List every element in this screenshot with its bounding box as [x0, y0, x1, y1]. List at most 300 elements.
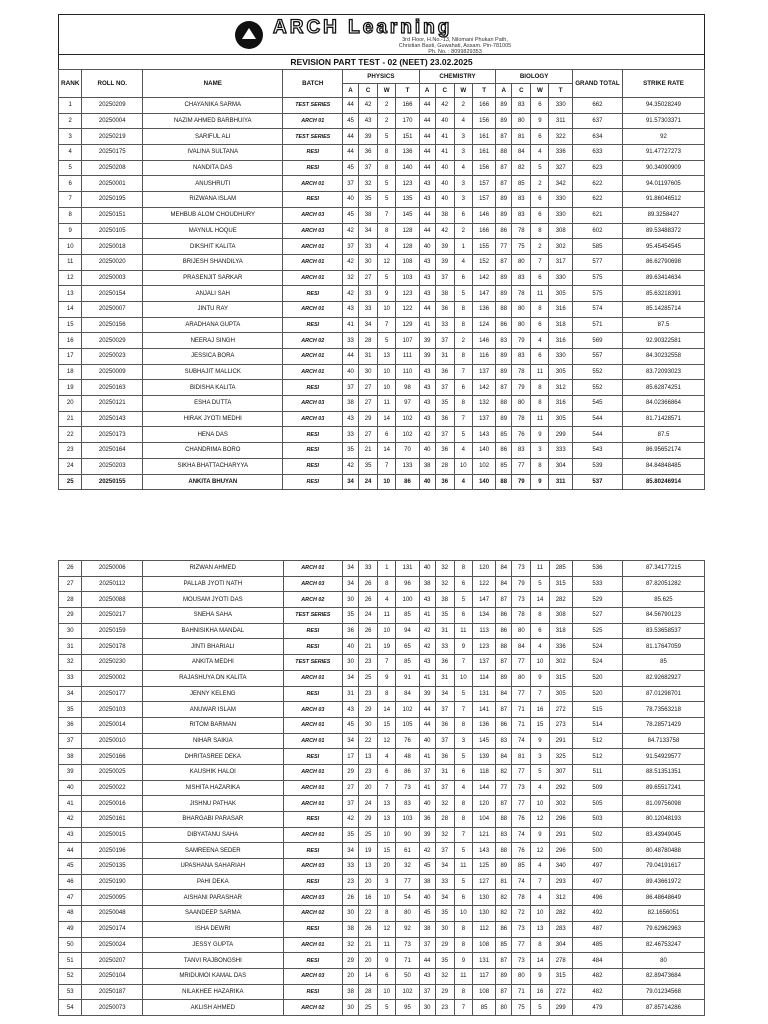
table-cell: 27	[359, 427, 378, 443]
table-cell: RESI	[283, 317, 343, 333]
table-cell: 41	[343, 317, 359, 333]
table-row	[59, 561, 705, 577]
table-cell: 4	[59, 145, 82, 161]
table-cell: 509	[572, 780, 622, 796]
table-cell: 10	[454, 458, 472, 474]
table-cell: 9	[531, 827, 549, 843]
table-cell: 37	[59, 733, 82, 749]
table-cell: ARCH 01	[283, 113, 343, 129]
table-cell: 5	[454, 749, 472, 765]
table-cell: ARCH 03	[283, 411, 343, 427]
table-cell: 27	[359, 380, 378, 396]
table-row	[59, 474, 705, 490]
table-cell: 86.48648649	[622, 890, 704, 906]
table-row	[59, 364, 705, 380]
table-cell: 131	[396, 561, 419, 577]
table-cell: 13	[531, 921, 549, 937]
table-cell: 20250175	[82, 145, 143, 161]
table-row	[59, 717, 705, 733]
table-cell: 92.90322581	[622, 333, 704, 349]
table-cell: 20250095	[82, 890, 143, 906]
table-cell: 1	[378, 561, 396, 577]
table-row	[59, 639, 705, 655]
table-cell: 524	[572, 655, 622, 671]
table-cell: 485	[572, 937, 622, 953]
table-cell: 41	[419, 317, 435, 333]
table-cell: 88	[496, 639, 512, 655]
table-cell: 5	[454, 874, 472, 890]
table-cell: RESI	[283, 623, 343, 639]
table-cell: 20	[359, 953, 378, 969]
table-cell: 8	[454, 937, 472, 953]
table-cell: 293	[549, 874, 572, 890]
table-cell: 571	[572, 317, 622, 333]
table-cell: MRIDUMOI KAMAL DAS	[143, 968, 283, 984]
table-cell: ARADHANA GUPTA	[143, 317, 283, 333]
table-cell: 77	[496, 239, 512, 255]
table-cell: 89.43661972	[622, 874, 704, 890]
table-cell: 40	[435, 160, 454, 176]
table-cell: 8	[454, 921, 472, 937]
table-cell: 10	[378, 380, 396, 396]
table-cell: 73	[512, 780, 531, 796]
table-cell: 44	[419, 145, 435, 161]
table-cell: 30	[59, 623, 82, 639]
table-cell: 141	[472, 702, 495, 718]
table-cell: 140	[472, 474, 495, 490]
table-cell: 87.34177215	[622, 561, 704, 577]
table-cell: 77	[496, 780, 512, 796]
sub-col-w: W	[378, 84, 396, 98]
table-cell: 20	[59, 396, 82, 412]
table-cell: ARCH 03	[283, 223, 343, 239]
table-cell: 11	[454, 968, 472, 984]
table-cell: 51	[59, 953, 82, 969]
table-cell: 91.86046512	[622, 192, 704, 208]
table-cell: 83	[512, 443, 531, 459]
table-cell: 318	[549, 317, 572, 333]
table-cell: 15	[378, 717, 396, 733]
table-cell: 525	[572, 623, 622, 639]
table-cell: 81.09756098	[622, 796, 704, 812]
table-cell: DIKSHIT KALITA	[143, 239, 283, 255]
table-cell: 43	[59, 827, 82, 843]
table-cell: 37	[435, 780, 454, 796]
table-cell: 3	[454, 129, 472, 145]
table-cell: JESSICA BORA	[143, 349, 283, 365]
table-cell: 20250105	[82, 223, 143, 239]
table-cell: 5	[378, 176, 396, 192]
table-cell: 6	[454, 380, 472, 396]
table-cell: 94.35028249	[622, 98, 704, 114]
table-cell: 85.14285714	[622, 301, 704, 317]
table-cell: 85	[472, 1000, 495, 1016]
table-cell: 102	[396, 411, 419, 427]
table-row	[59, 733, 705, 749]
table-cell: 42	[343, 254, 359, 270]
table-cell: 36	[359, 145, 378, 161]
table-cell: 311	[549, 113, 572, 129]
sub-col-c: C	[512, 84, 531, 98]
table-cell: 5	[378, 1000, 396, 1016]
table-cell: ARCH 03	[283, 968, 343, 984]
table-cell: ARCH 03	[283, 859, 343, 875]
table-cell: 602	[572, 223, 622, 239]
table-cell: 14	[378, 443, 396, 459]
table-cell: 34	[435, 890, 454, 906]
table-cell: 89	[496, 113, 512, 129]
table-cell: 4	[454, 160, 472, 176]
table-cell: 77	[396, 874, 419, 890]
table-cell: 54	[396, 890, 419, 906]
table-cell: 143	[472, 427, 495, 443]
table-cell: 72	[512, 906, 531, 922]
brand-name: ARCH Learning	[273, 17, 453, 38]
table-cell: 86	[496, 608, 512, 624]
table-cell: ARCH 01	[283, 364, 343, 380]
table-cell: 16	[359, 890, 378, 906]
table-cell: 34	[359, 317, 378, 333]
table-cell: 40	[419, 239, 435, 255]
table-cell: 4	[531, 890, 549, 906]
table-cell: 84.56790123	[622, 608, 704, 624]
table-cell: 82.92682927	[622, 670, 704, 686]
table-cell: 12	[531, 843, 549, 859]
table-cell: 20250002	[82, 670, 143, 686]
table-cell: 21	[359, 937, 378, 953]
table-cell: 3	[378, 874, 396, 890]
table-cell: 28	[59, 592, 82, 608]
table-cell: DHRITASREE DEKA	[143, 749, 283, 765]
table-cell: 479	[572, 1000, 622, 1016]
table-cell: 327	[549, 160, 572, 176]
table-body-top	[59, 98, 705, 490]
table-cell: 34	[359, 223, 378, 239]
table-cell: 14	[378, 702, 396, 718]
table-cell: IVALINA SULTANA	[143, 145, 283, 161]
table-cell: 5	[378, 192, 396, 208]
table-cell: 87.01298701	[622, 686, 704, 702]
table-cell: 36	[435, 301, 454, 317]
table-row	[59, 890, 705, 906]
table-cell: 552	[572, 364, 622, 380]
table-cell: 87	[496, 254, 512, 270]
table-cell: 41	[435, 145, 454, 161]
table-cell: 33	[359, 286, 378, 302]
table-cell: 41	[419, 670, 435, 686]
table-cell: 5	[454, 843, 472, 859]
table-cell: 6	[454, 207, 472, 223]
table-cell: 166	[396, 98, 419, 114]
table-cell: 78	[512, 286, 531, 302]
table-cell: 5	[531, 160, 549, 176]
table-cell: 20250159	[82, 623, 143, 639]
table-cell: 33	[59, 670, 82, 686]
table-cell: 38	[419, 576, 435, 592]
table-cell: 11	[378, 608, 396, 624]
table-cell: 31	[435, 623, 454, 639]
table-cell: 45	[343, 113, 359, 129]
table-cell: 29	[359, 411, 378, 427]
table-cell: 87	[496, 984, 512, 1000]
table-cell: 20250073	[82, 1000, 143, 1016]
table-cell: 9	[531, 113, 549, 129]
results-table-top	[58, 69, 705, 490]
col-grand-total: GRAND TOTAL	[572, 70, 622, 98]
table-cell: 91.47727273	[622, 145, 704, 161]
table-cell: 39	[419, 349, 435, 365]
table-cell: 44	[419, 207, 435, 223]
table-cell: 20250163	[82, 380, 143, 396]
table-cell: 25	[59, 474, 82, 490]
table-cell: 43	[343, 301, 359, 317]
table-cell: 108	[396, 254, 419, 270]
table-cell: 4	[378, 239, 396, 255]
table-cell: 31	[343, 686, 359, 702]
table-cell: 30	[343, 592, 359, 608]
table-cell: 24	[359, 608, 378, 624]
table-cell: 116	[472, 349, 495, 365]
col-rank: RANK	[59, 70, 82, 98]
table-cell: 89	[496, 98, 512, 114]
table-cell: 19	[359, 843, 378, 859]
table-cell: 282	[549, 592, 572, 608]
table-cell: 278	[549, 953, 572, 969]
table-cell: RAJASHUYA DN KALITA	[143, 670, 283, 686]
table-cell: 145	[472, 733, 495, 749]
table-cell: ARCH 01	[283, 301, 343, 317]
table-cell: NIHAR SAIKIA	[143, 733, 283, 749]
table-cell: 20250155	[82, 474, 143, 490]
table-cell: 4	[531, 859, 549, 875]
address-line: Christian Basti, Guwahati, Assam. Pin-781005	[398, 43, 512, 49]
table-cell: SAMREENA SEDER	[143, 843, 283, 859]
table-cell: ARCH 01	[283, 349, 343, 365]
table-cell: 136	[472, 717, 495, 733]
table-cell: 316	[549, 396, 572, 412]
table-cell: 39	[59, 764, 82, 780]
table-cell: 20250156	[82, 317, 143, 333]
table-cell: SUBHAJIT MALLICK	[143, 364, 283, 380]
table-cell: 85	[496, 937, 512, 953]
table-cell: 44	[419, 223, 435, 239]
table-cell: ANKITA BHUYAN	[143, 474, 283, 490]
table-cell: 7	[454, 1000, 472, 1016]
table-cell: 20250003	[82, 270, 143, 286]
table-cell: RESI	[283, 812, 343, 828]
table-cell: 26	[59, 561, 82, 577]
table-cell: 83	[512, 207, 531, 223]
table-cell: 87	[496, 592, 512, 608]
table-cell: 10	[378, 301, 396, 317]
table-row	[59, 349, 705, 365]
table-cell: 43	[419, 592, 435, 608]
table-cell: 82	[496, 890, 512, 906]
table-cell: 44	[419, 953, 435, 969]
table-cell: 4	[454, 443, 472, 459]
table-cell: 312	[549, 890, 572, 906]
table-cell: 43	[419, 192, 435, 208]
table-cell: 299	[549, 427, 572, 443]
table-cell: 2	[378, 98, 396, 114]
table-cell: ARCH 03	[283, 702, 343, 718]
table-cell: 336	[549, 145, 572, 161]
table-cell: ARCH 03	[283, 576, 343, 592]
table-cell: 29	[359, 702, 378, 718]
table-cell: 5	[378, 270, 396, 286]
table-cell: 8	[454, 812, 472, 828]
table-cell: 71	[512, 717, 531, 733]
table-cell: 73	[512, 561, 531, 577]
table-cell: 32	[396, 859, 419, 875]
table-cell: 8	[378, 906, 396, 922]
table-row	[59, 396, 705, 412]
table-cell: 500	[572, 843, 622, 859]
table-cell: 85	[512, 176, 531, 192]
table-cell: 557	[572, 349, 622, 365]
sub-col-w: W	[454, 84, 472, 98]
table-cell: 8	[531, 301, 549, 317]
table-cell: 31	[359, 349, 378, 365]
table-cell: 15	[531, 717, 549, 733]
table-cell: 83.43949045	[622, 827, 704, 843]
table-cell: 35	[343, 443, 359, 459]
table-cell: 20250121	[82, 396, 143, 412]
table-cell: 322	[549, 129, 572, 145]
table-cell: 20250103	[82, 702, 143, 718]
table-cell: 12	[531, 812, 549, 828]
table-cell: 35	[435, 608, 454, 624]
table-cell: 92	[396, 921, 419, 937]
table-cell: 8	[531, 223, 549, 239]
table-cell: 80.48780488	[622, 843, 704, 859]
table-cell: 20250020	[82, 254, 143, 270]
table-cell: 634	[572, 129, 622, 145]
table-cell: 520	[572, 670, 622, 686]
table-cell: 10	[378, 890, 396, 906]
table-cell: RESI	[283, 286, 343, 302]
table-cell: 44	[343, 129, 359, 145]
table-cell: 89.63414634	[622, 270, 704, 286]
table-cell: 42	[419, 639, 435, 655]
table-row	[59, 223, 705, 239]
table-cell: 161	[472, 129, 495, 145]
table-cell: 87	[496, 796, 512, 812]
table-cell: 78	[512, 364, 531, 380]
table-cell: 13	[378, 349, 396, 365]
table-cell: 50	[396, 968, 419, 984]
table-cell: 43	[419, 968, 435, 984]
table-cell: JENNY KELENG	[143, 686, 283, 702]
table-cell: 73	[512, 921, 531, 937]
table-cell: 20250025	[82, 764, 143, 780]
table-cell: 20250001	[82, 176, 143, 192]
table-cell: BHARGABI PARASAR	[143, 812, 283, 828]
table-cell: 8	[454, 984, 472, 1000]
table-cell: 272	[549, 702, 572, 718]
table-cell: 43	[419, 364, 435, 380]
table-cell: 77	[512, 655, 531, 671]
table-row	[59, 906, 705, 922]
table-cell: 84.02366864	[622, 396, 704, 412]
table-cell: 8	[531, 458, 549, 474]
table-cell: 10	[378, 474, 396, 490]
table-cell: 20250196	[82, 843, 143, 859]
table-cell: 20250135	[82, 859, 143, 875]
sub-col-a: A	[496, 84, 512, 98]
table-cell: 79	[512, 576, 531, 592]
table-cell: 76	[512, 843, 531, 859]
table-cell: 33	[343, 427, 359, 443]
table-cell: 11	[454, 623, 472, 639]
table-cell: UPASHANA SAHARIAH	[143, 859, 283, 875]
table-cell: 533	[572, 576, 622, 592]
table-cell: 71	[396, 953, 419, 969]
table-cell: 6	[454, 608, 472, 624]
table-cell: 511	[572, 764, 622, 780]
table-cell: 84	[496, 686, 512, 702]
table-cell: PAHI DEKA	[143, 874, 283, 890]
table-cell: 65	[396, 639, 419, 655]
table-cell: 84.30232558	[622, 349, 704, 365]
table-cell: 38	[343, 984, 359, 1000]
table-cell: 39	[359, 129, 378, 145]
table-cell: 529	[572, 592, 622, 608]
table-cell: 77	[512, 764, 531, 780]
table-cell: 137	[472, 655, 495, 671]
table-cell: 23	[359, 655, 378, 671]
table-cell: 108	[472, 984, 495, 1000]
table-cell: 497	[572, 874, 622, 890]
table-cell: 144	[472, 780, 495, 796]
table-cell: 10	[378, 623, 396, 639]
table-cell: 487	[572, 921, 622, 937]
table-cell: 48	[396, 749, 419, 765]
table-cell: ARCH 02	[283, 592, 343, 608]
logo-arrow-icon	[242, 28, 256, 39]
table-cell: 83	[512, 349, 531, 365]
table-cell: 90.34090909	[622, 160, 704, 176]
table-cell: 40	[343, 192, 359, 208]
table-cell: 20250166	[82, 749, 143, 765]
table-cell: 20250190	[82, 874, 143, 890]
table-cell: 21	[359, 443, 378, 459]
table-cell: 336	[549, 639, 572, 655]
table-cell: 45	[59, 859, 82, 875]
table-cell: 89.65517241	[622, 780, 704, 796]
table-row	[59, 380, 705, 396]
table-cell: 85	[622, 655, 704, 671]
table-cell: 1	[59, 98, 82, 114]
table-cell: NEERAJ SINGH	[143, 333, 283, 349]
table-cell: 29	[359, 812, 378, 828]
table-cell: 70	[396, 443, 419, 459]
table-cell: 492	[572, 906, 622, 922]
table-cell: 36	[435, 717, 454, 733]
table-cell: 31	[435, 764, 454, 780]
table-cell: 524	[572, 639, 622, 655]
table-cell: 38	[343, 396, 359, 412]
table-cell: 74	[512, 874, 531, 890]
table-cell: 41	[419, 608, 435, 624]
table-cell: 11	[59, 254, 82, 270]
table-cell: 88.51351351	[622, 764, 704, 780]
table-cell: 23	[59, 443, 82, 459]
table-cell: 49	[59, 921, 82, 937]
table-cell: 11	[531, 561, 549, 577]
table-cell: 102	[472, 458, 495, 474]
table-cell: 30	[435, 921, 454, 937]
